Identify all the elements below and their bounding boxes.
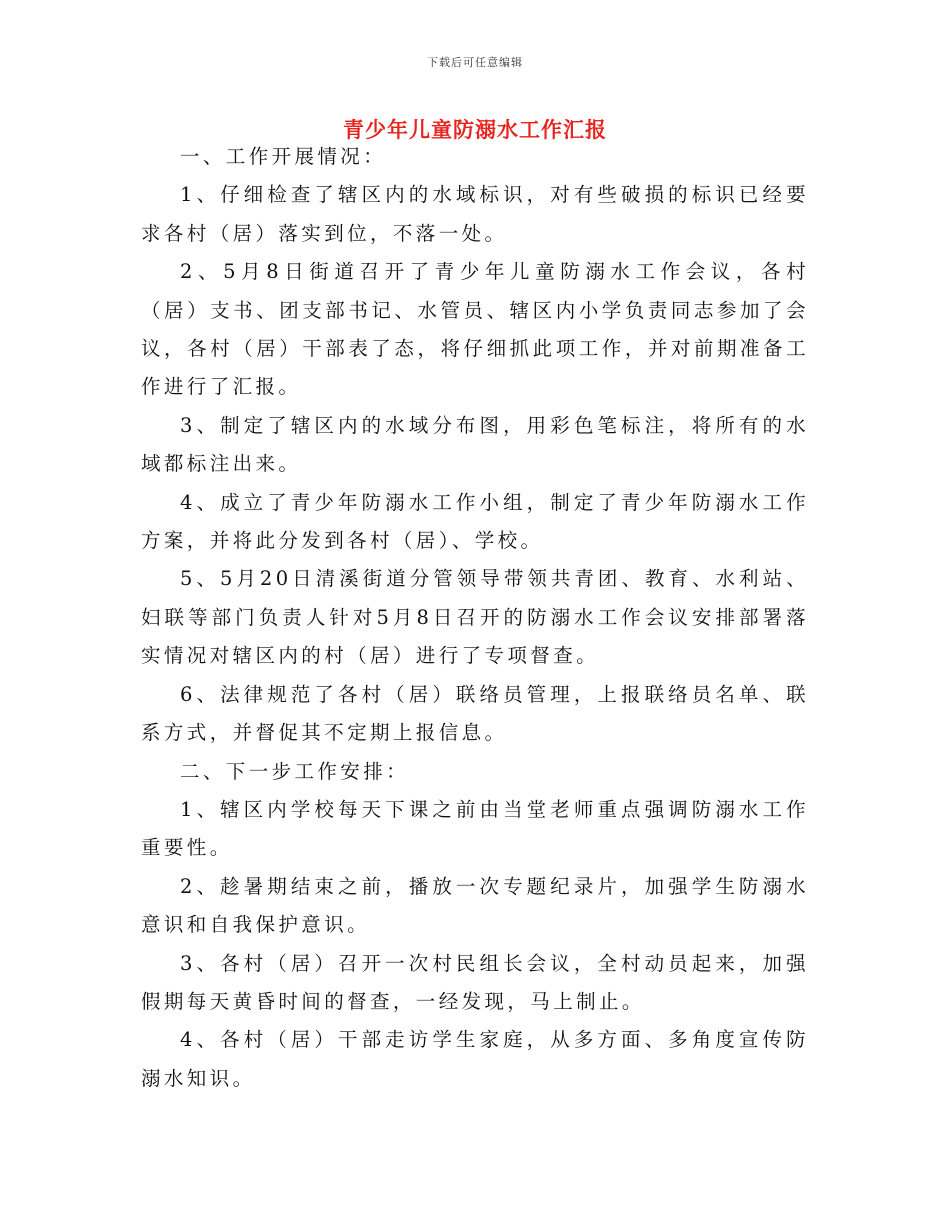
paragraph: 2、趁暑期结束之前，播放一次专题纪录片，加强学生防溺水意识和自我保护意识。 [141, 874, 809, 937]
paragraph: 1、仔细检查了辖区内的水域标识，对有些破损的标识已经要求各村（居）落实到位，不落一处。 [141, 183, 809, 245]
paragraph: 4、成立了青少年防溺水工作小组，制定了青少年防溺水工作方案，并将此分发到各村（居）、学校。 [141, 490, 809, 553]
paragraph: 4、各村（居）干部走访学生家庭，从多方面、多角度宣传防溺水知识。 [141, 1028, 809, 1090]
paragraph: 3、各村（居）召开一次村民组长会议，全村动员起来，加强假期每天黄昏时间的督查，一经发现，马上制止。 [141, 951, 809, 1013]
section-heading-work-progress: 一、工作开展情况： [180, 145, 387, 168]
document-body [141, 138, 809, 1098]
document-title: 青少年儿童防溺水工作汇报 [343, 118, 607, 142]
paragraph: 3、制定了辖区内的水域分布图，用彩色笔标注，将所有的水域都标注出来。 [141, 413, 809, 476]
section-heading-next-steps: 二、下一步工作安排： [180, 759, 410, 783]
paragraph: 2、5月8日街道召开了青少年儿童防溺水工作会议，各村（居）支书、团支部书记、水管员、辖区内小学负责同志参加了会议，各村（居）干部表了态，将仔细抓此项工作，并对前期准备工作进行了汇报。 [141, 260, 809, 399]
header-note: 下载后可任意编辑 [427, 56, 523, 69]
paragraph: 1、辖区内学校每天下课之前由当堂老师重点强调防溺水工作重要性。 [141, 797, 809, 860]
paragraph: 6、法律规范了各村（居）联络员管理，上报联络员名单、联系方式，并督促其不定期上报信息。 [141, 682, 809, 745]
paragraph: 5、5月20日清溪街道分管领导带领共青团、教育、水利站、妇联等部门负责人针对5月8日召开的防溺水工作会议安排部署落实情况对辖区内的村（居）进行了专项督查。 [141, 567, 809, 668]
